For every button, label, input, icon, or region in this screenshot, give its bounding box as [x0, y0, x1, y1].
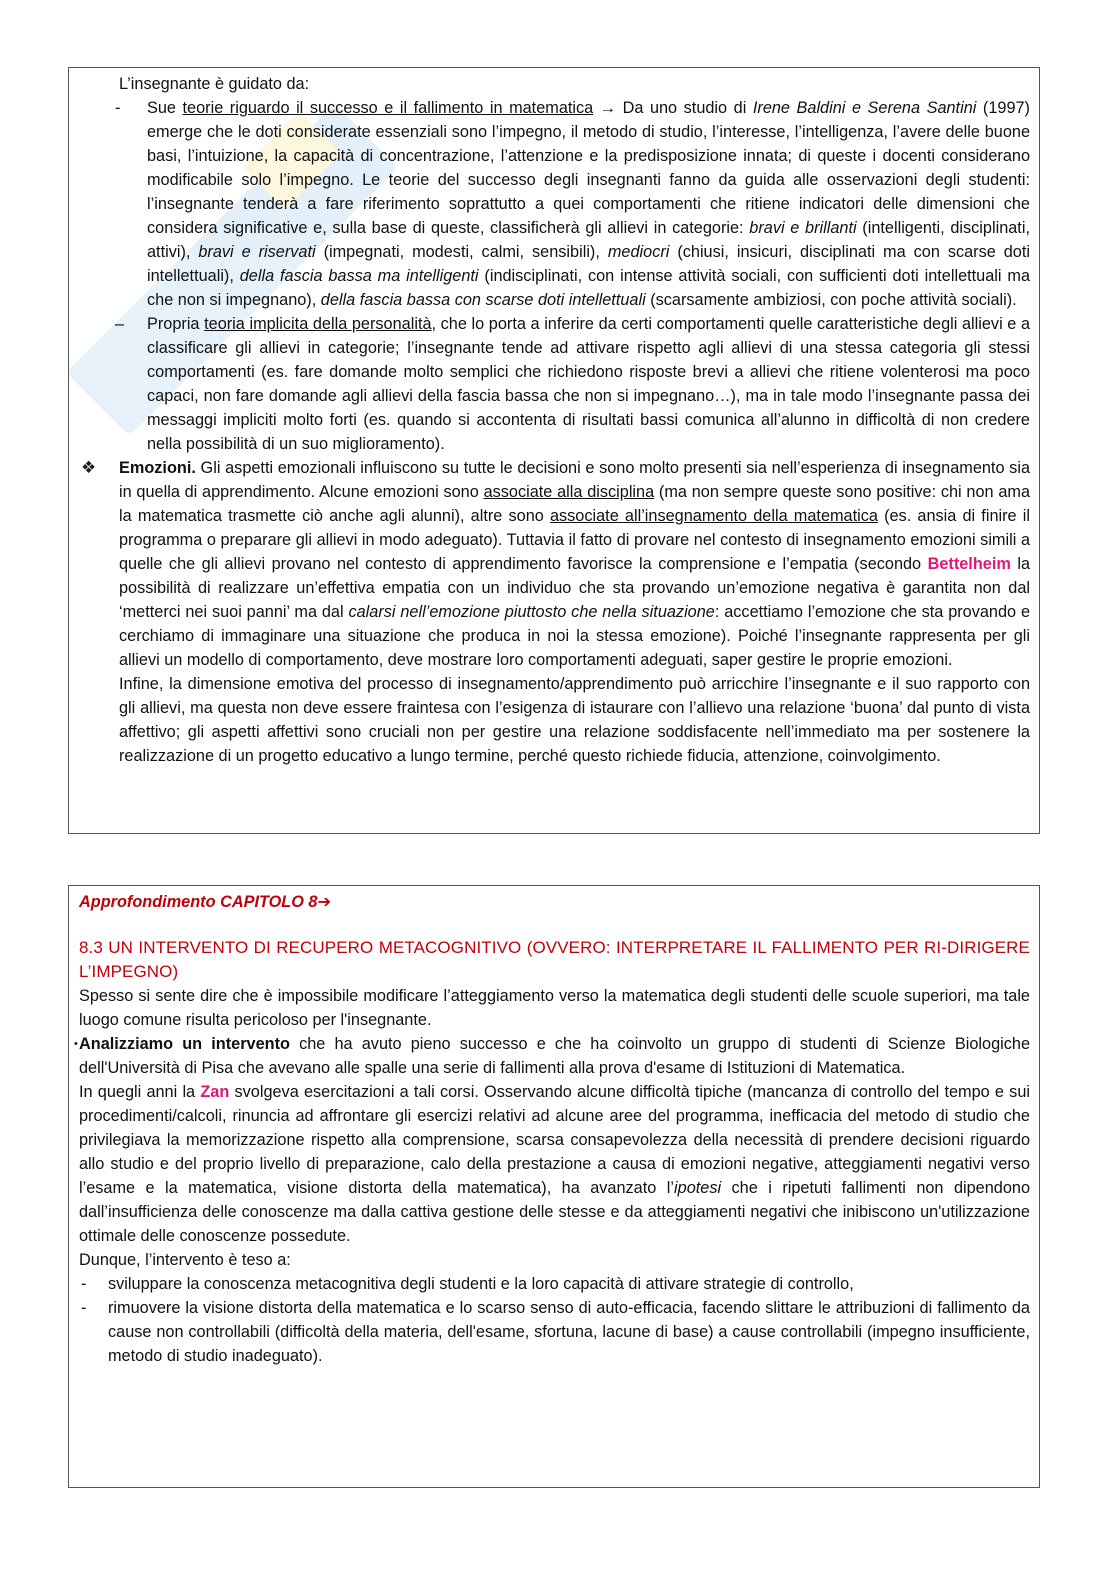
- paragraph: Spesso si sente dire che è impossibile modificare l’atteggiamento verso la matematica degli studenti delle scuole superiori, ma tale luogo comune risulta pericoloso per l'insegnante.: [79, 987, 1030, 1029]
- list-item: [79, 1296, 1030, 1368]
- text-run: Sue: [147, 99, 183, 117]
- arrow-right-icon: ➔: [317, 893, 332, 911]
- text-run: (es. ansia di finire il programma o preparare gli allievi in modo adeguato). Tuttavia il fatto di provare nel contesto di insegnamento emozioni simili a quelle che gli allievi provano nel contesto di apprendimento favorisce la comprensione e l’empatia (secondo: [119, 507, 1030, 573]
- italic-category: della fascia bassa con scarse doti intellettuali: [320, 291, 646, 309]
- text-run: In quegli anni la: [79, 1083, 201, 1101]
- section-heading: 8.3 UN INTERVENTO DI RECUPERO METACOGNITIVO (OVVERO: INTERPRETARE IL FALLIMENTO PER RI-DIRIGERE L’IMPEGNO): [79, 938, 1030, 981]
- bold-lead: Analizziamo un intervento: [79, 1035, 290, 1053]
- text-run: (chiusi, insicuri, disciplinati ma con scarse doti intellettuali),: [147, 243, 1030, 285]
- text-run: (intelligenti, disciplinati, attivi),: [147, 219, 1030, 261]
- dash-bullet: –: [115, 315, 125, 333]
- list-item-success-theories: [79, 96, 1030, 312]
- label-text: Approfondimento CAPITOLO 8: [79, 893, 318, 911]
- italic-category: mediocri: [607, 243, 670, 261]
- text-run: che i ripetuti fallimenti non dipendono dall’insufficienza delle conoscenze ma dalla cattiva gestione delle stesse e da atteggiamenti negativi che inibiscono un'utilizzazione ottimale delle conoscenze possedute.: [79, 1179, 1030, 1245]
- italic-category: della fascia bassa ma intelligenti: [239, 267, 479, 285]
- text-run: (indisciplinati, con intense attività sociali, con sufficienti doti intellettuali ma che non si impegnano),: [147, 267, 1030, 309]
- arrow-icon: →: [593, 99, 623, 117]
- diamond-bullet-icon: ❖: [81, 458, 97, 477]
- list-item-text: rimuovere la visione distorta della matematica e lo scarso senso di auto-efficacia, facendo slittare le attribuzioni di fallimento da cause non controllabili (difficoltà della materia, dell'esame, sfortuna, lacune di base) a cause controllabili (impegno insufficiente, metodo di studio inadeguato).: [108, 1299, 1030, 1365]
- highlight-author: Zan: [200, 1083, 230, 1101]
- bullet-marker-icon: •: [74, 1038, 78, 1050]
- italic-authors: Irene Baldini e Serena Santini: [752, 99, 977, 117]
- text-run: : accettiamo l’emozione che sta provando e cerchiamo di immaginare una situazione che produca in noi la stessa emozione). Poiché l’insegnante rappresenta per gli allievi un modello di comportamento, deve mostrare loro comportamenti adeguati, saper gestire le proprie emozioni.: [119, 603, 1030, 669]
- emotions-item: [79, 456, 1030, 672]
- dash-bullet: -: [81, 1299, 87, 1317]
- paragraph: Dunque, l’intervento è teso a:: [79, 1251, 291, 1269]
- dash-bullet: -: [115, 99, 121, 117]
- paragraph: [74, 1032, 1030, 1080]
- text-run: (impegnati, modesti, calmi, sensibili),: [315, 243, 608, 261]
- italic-term: ipotesi: [674, 1179, 722, 1197]
- text-run: (ma non sempre queste sono positive: chi non ama la matematica trasmette ciò anche agli alunni), altre sono: [119, 483, 1030, 525]
- underlined-term: associate alla disciplina: [483, 483, 655, 501]
- intro-text: L’insegnante è guidato da:: [119, 75, 310, 93]
- text-run: Da uno studio di: [622, 99, 753, 117]
- notes-box: [68, 67, 1040, 834]
- highlight-author: Bettelheim: [927, 555, 1011, 573]
- underlined-term: teorie riguardo il successo e il fallimento in matematica: [182, 99, 594, 117]
- italic-category: bravi e brillanti: [749, 219, 857, 237]
- text-run: , che lo porta a inferire da certi comportamenti quelle caratteristiche degli allievi e a classificare gli allievi in categorie; l’insegnante tende ad attivare rispetto agli allievi di una stessa categoria gli stessi comportamenti (es. fare domande molto semplici che richiedono risposte brevi a allievi che ritiene volenterosi ma poco capaci, non fare domande agli allievi della fascia bassa che non si impegnano…), ma in tale modo l’insegnante passa dei messaggi impliciti molto forti (es. quando si accontenta di risultati bassi comunica all’alunno in difficoltà di non credere nella possibilità di un suo miglioramento).: [147, 315, 1031, 453]
- emotions-title: Emozioni.: [119, 459, 196, 477]
- dash-bullet: -: [81, 1275, 87, 1293]
- chapter-insight-box: [68, 885, 1040, 1488]
- list-item: [79, 1272, 1030, 1296]
- underlined-term: associate all’insegnamento della matematica: [549, 507, 878, 525]
- closing-paragraph: Infine, la dimensione emotiva del processo di insegnamento/apprendimento può arricchire l’insegnante e il suo rapporto con gli allievi, ma questa non deve essere fraintesa con l’esigenza di istaurare con l’allievo una relazione ‘buona’ dal punto di vista affettivo; gli aspetti affettivi sono cruciali non per gestire una relazione soddisfacente nell’immediato ma per sostenere la realizzazione di un progetto educativo a lungo termine, perché questo richiede fiducia, attenzione, coinvolgimento.: [119, 675, 1030, 765]
- text-run: la possibilità di realizzare un’effettiva empatia con un individuo che sta provando un’emozione negativa è garantita non dal ‘metterci nei suoi panni’ ma dal: [119, 555, 1030, 621]
- text-run: Gli aspetti emozionali influiscono su tutte le decisioni e sono molto presenti sia nell’esperienza di insegnamento sia in quella di apprendimento. Alcune emozioni sono: [119, 459, 1030, 501]
- list-item-text: sviluppare la conoscenza metacognitiva degli studenti e la loro capacità di attivare strategie di controllo,: [108, 1275, 854, 1293]
- text-run: (1997) emerge che le doti considerate essenziali sono l’impegno, il metodo di studio, l’interesse, l’intelligenza, l’avere delle buone basi, l’intuizione, la capacità di concentrazione, l’attenzione e la predisposizione innata; di queste i docenti considerano modificabile solo l’impegno. Le teorie del successo degli insegnanti fanno da guida alle osservazioni degli studenti: l’insegnante tenderà a fare riferimento soprattutto a quei comportamenti che ritiene indicatori delle dimensioni che considera significative e, sulla base di queste, classificherà gli allievi in categorie:: [147, 99, 1030, 237]
- paragraph: [79, 1080, 1030, 1248]
- list-item-personality-theory: [79, 312, 1030, 456]
- underlined-term: teoria implicita della personalità: [204, 315, 432, 333]
- text-run: (scarsamente ambiziosi, con poche attività sociali).: [645, 291, 1017, 309]
- italic-phrase: calarsi nell’emozione piuttosto che nella situazione: [348, 603, 715, 621]
- italic-category: bravi e riservati: [198, 243, 316, 261]
- text-run: che ha avuto pieno successo e che ha coinvolto un gruppo di studenti di Scienze Biologiche dell'Università di Pisa che avevano alle spalle una serie di fallimenti alla prova d'esame di Istituzioni di Matematica.: [79, 1035, 1030, 1077]
- text-run: Propria: [147, 315, 205, 333]
- text-run: svolgeva esercitazioni a tali corsi. Osservando alcune difficoltà tipiche (mancanza di controllo del tempo e sui procedimenti/calcoli, rinuncia ad affrontare gli esercizi relativi ad alcune aree del programma, inefficacia del metodo di studio che privilegiava la memorizzazione rispetto alla comprensione, scarsa consapevolezza della necessità di prendere decisioni riguardo allo studio e del proprio livello di preparazione, calo della prestazione a causa di emozioni negative, atteggiamenti negativi verso l’esame e la matematica, visione distorta della matematica), ha avanzato l’: [79, 1083, 1030, 1197]
- section-label: [79, 890, 1030, 914]
